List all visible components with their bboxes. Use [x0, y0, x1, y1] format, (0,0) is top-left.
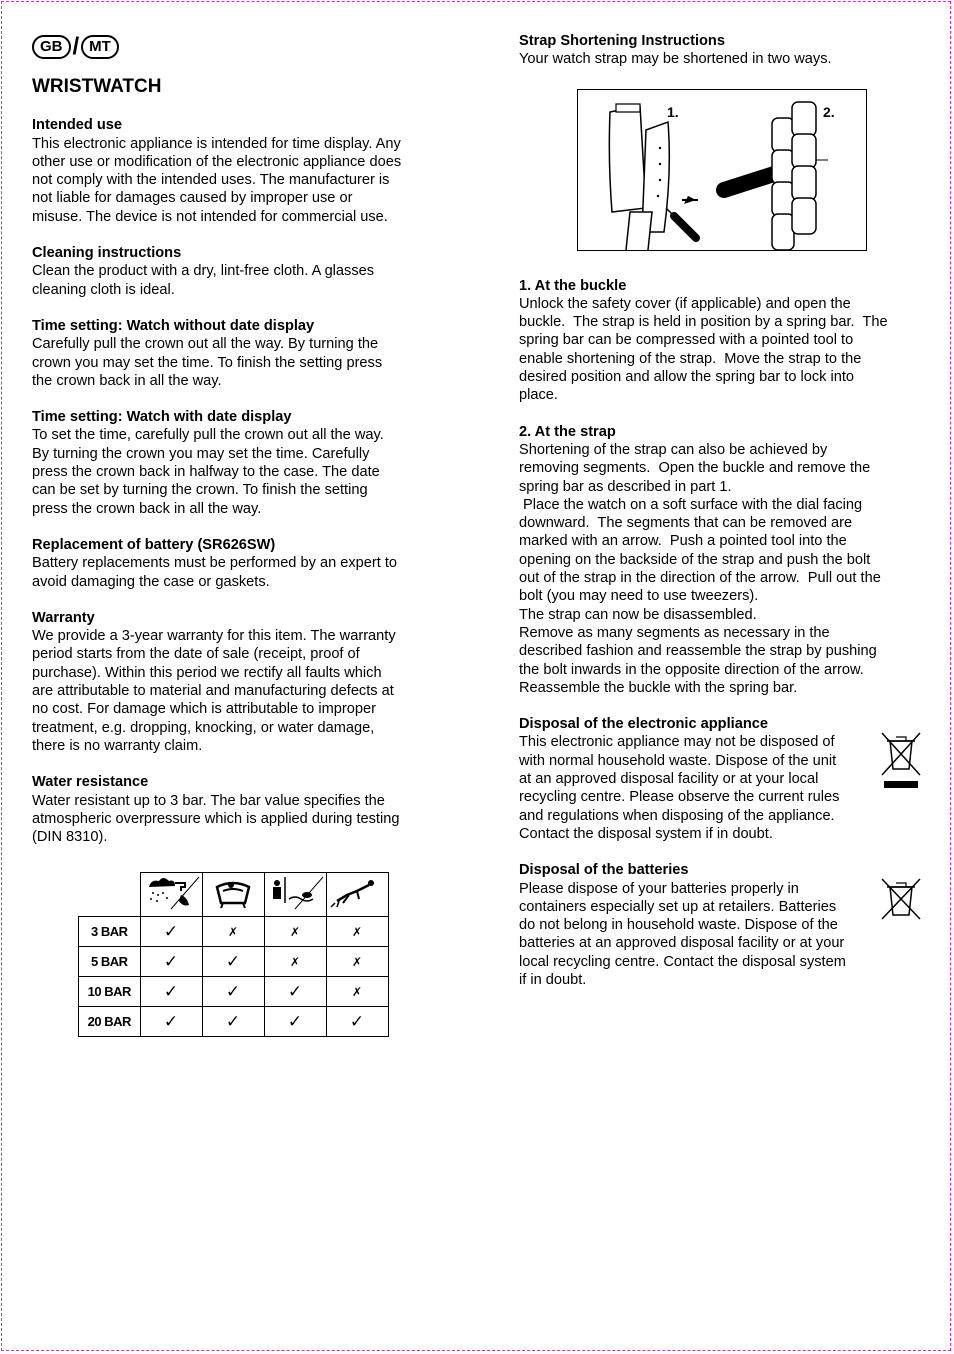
text-line: out of the strap in the direction of the arrow. Pull out the [519, 570, 881, 587]
water-resistance-table [78, 872, 389, 1037]
check-icon: ✓ [326, 1007, 388, 1037]
left-section [32, 408, 442, 518]
section-heading: Time setting: Watch without date display [32, 317, 315, 334]
right-sections [519, 277, 929, 990]
text-line: enable shortening of the strap. Move the strap to the [519, 350, 862, 367]
text-line: misuse. The device is not intended for commercial use. [32, 208, 388, 225]
text-line: This electronic appliance is intended for time display. Any [32, 135, 401, 152]
left-column [32, 34, 442, 864]
lang-code-mt: MT [81, 35, 119, 59]
check-icon: ✓ [202, 947, 264, 977]
text-line: We provide a 3-year warranty for this item. The warranty [32, 628, 396, 645]
text-line: Clean the product with a dry, lint-free cloth. A glasses [32, 263, 375, 280]
text-line: (DIN 8310). [32, 829, 108, 846]
strap-intro: Your watch strap may be shortened in two ways. [519, 51, 832, 68]
text-line: not comply with the intended uses. The manufacturer is [32, 172, 390, 189]
text-line: cleaning cloth is ideal. [32, 281, 175, 298]
right-section [519, 861, 929, 989]
text-line: the bolt inwards in the opposite direction of the arrow. [519, 661, 864, 678]
right-section [519, 423, 929, 697]
left-section [32, 536, 442, 591]
right-section [519, 715, 929, 843]
left-section [32, 244, 442, 299]
cross-icon: ✗ [264, 917, 326, 947]
text-line: no cost. For damage which is attributable to improper [32, 701, 376, 718]
check-icon: ✓ [140, 977, 202, 1007]
text-line: This electronic appliance may not be disposed of [519, 734, 835, 751]
left-sections [32, 116, 442, 846]
text-line: buckle. The strap is held in position by a spring bar. The [519, 314, 888, 331]
lang-separator: / [72, 33, 80, 60]
table-corner [79, 873, 141, 917]
text-line: Contact the disposal system if in doubt. [519, 825, 773, 842]
section-heading: Intended use [32, 117, 123, 134]
table-row [79, 977, 389, 1007]
left-section [32, 773, 442, 846]
section-body [519, 295, 929, 405]
section-body [32, 554, 442, 591]
left-section [32, 609, 442, 755]
section-body [32, 135, 442, 226]
text-line: Please dispose of your batteries properly in [519, 880, 799, 897]
figure-label-2: 2. [823, 104, 835, 120]
text-line: atmospheric overpressure which is applied during testing [32, 810, 400, 827]
text-line: there is no warranty claim. [32, 737, 203, 754]
text-line: described fashion and reassemble the strap by pushing [519, 643, 877, 660]
text-line: Remove as many segments as necessary in the [519, 624, 830, 641]
text-line: desired position and allow the spring bar to lock into [519, 369, 855, 386]
bath-icon [202, 873, 264, 917]
text-line: marked with an arrow. Push a pointed tool into the [519, 533, 847, 550]
text-line: crown you may set the time. To finish the setting press [32, 354, 383, 371]
text-line: Battery replacements must be performed by an expert to [32, 555, 398, 572]
text-line: opening on the backside of the strap and push the bolt [519, 551, 871, 568]
text-line: do not belong in household waste. Dispose of the [519, 917, 838, 934]
text-line: are attributable to material and manufacturing defects at [32, 683, 394, 700]
table-icon-row [79, 873, 389, 917]
bar-label: 5 BAR [79, 947, 141, 977]
section-heading: Water resistance [32, 774, 149, 791]
crossed-bin-icon [880, 731, 922, 796]
bar-label: 3 BAR [79, 917, 141, 947]
section-body [32, 426, 442, 517]
text-line: To set the time, carefully pull the crown out all the way. [32, 427, 384, 444]
section-body [519, 880, 929, 990]
section-body [32, 262, 442, 299]
check-icon: ✓ [264, 977, 326, 1007]
text-line: period starts from the date of sale (receipt, proof of [32, 646, 360, 663]
cross-icon: ✗ [326, 977, 388, 1007]
check-icon: ✓ [202, 1007, 264, 1037]
document-title: WRISTWATCH [32, 76, 162, 97]
text-line: place. [519, 387, 558, 404]
text-line: Carefully pull the crown out all the way. By turning the [32, 336, 379, 353]
cross-icon: ✗ [326, 917, 388, 947]
section-heading: Disposal of the batteries [519, 862, 689, 879]
lang-code-gb: GB [32, 35, 71, 59]
battery-bin-icon [880, 877, 922, 926]
section-body [519, 733, 929, 843]
swimming-icon [264, 873, 326, 917]
text-line: purchase). Within this period we rectify all faults which [32, 664, 382, 681]
text-line: if in doubt. [519, 971, 587, 988]
strap-heading: Strap Shortening Instructions [519, 33, 725, 49]
left-section [32, 317, 442, 390]
right-section [519, 277, 929, 405]
text-line: local recycling centre. Contact the disposal system [519, 953, 846, 970]
cross-icon: ✗ [264, 947, 326, 977]
text-line: the crown back in all the way. [32, 372, 222, 389]
strap-intro-section [519, 32, 929, 69]
text-line: can be set by turning the crown. To finish the setting [32, 482, 368, 499]
text-line: removing segments. Open the buckle and remove the [519, 460, 871, 477]
text-line: batteries at an approved disposal facility or at your [519, 935, 845, 952]
bar-label: 10 BAR [79, 977, 141, 1007]
diving-icon [326, 873, 388, 917]
text-line: The strap can now be disassembled. [519, 606, 757, 623]
text-line: containers especially set up at retailers. Batteries [519, 898, 837, 915]
table-row [79, 1007, 389, 1037]
left-section [32, 116, 442, 226]
check-icon: ✓ [140, 947, 202, 977]
table-row [79, 917, 389, 947]
section-heading: Warranty [32, 609, 95, 626]
text-line: not liable for damages caused by improper use or [32, 190, 353, 207]
check-icon: ✓ [140, 917, 202, 947]
text-line: bolt (you may need to use tweezers). [519, 588, 759, 605]
text-line: avoid damaging the case or gaskets. [32, 573, 270, 590]
section-heading: Cleaning instructions [32, 245, 182, 262]
text-line: Water resistant up to 3 bar. The bar value specifies the [32, 792, 385, 809]
text-line: downward. The segments that can be removed are [519, 515, 853, 532]
section-heading: Time setting: Watch with date display [32, 409, 292, 426]
text-line: Shortening of the strap can also be achieved by [519, 441, 828, 458]
text-line: with normal household waste. Dispose of the unit [519, 752, 837, 769]
text-line: spring bar as described in part 1. [519, 478, 732, 495]
text-line: recycling centre. Please observe the current rules [519, 789, 840, 806]
section-heading: 1. At the buckle [519, 277, 627, 294]
bar-label: 20 BAR [79, 1007, 141, 1037]
section-body [32, 335, 442, 390]
text-line: spring bar can be compressed with a pointed tool to [519, 332, 854, 349]
section-body [32, 792, 442, 847]
text-line: Reassemble the buckle with the spring bar. [519, 679, 798, 696]
text-line: Place the watch on a soft surface with the dial facing [519, 496, 863, 513]
section-body [32, 627, 442, 755]
table-row [79, 947, 389, 977]
cross-icon: ✗ [202, 917, 264, 947]
figure-label-1: 1. [667, 104, 679, 120]
text-line: other use or modification of the electronic appliance does [32, 153, 402, 170]
check-icon: ✓ [140, 1007, 202, 1037]
strap-illustration [577, 89, 867, 251]
text-line: Unlock the safety cover (if applicable) and open the [519, 295, 851, 312]
text-line: By turning the crown you may set the time. Carefully [32, 445, 370, 462]
text-line: treatment, e.g. dropping, knocking, or water damage, [32, 719, 375, 736]
rain-shower-icon [140, 873, 202, 917]
text-line: at an approved disposal facility or at your local [519, 771, 819, 788]
language-codes [32, 34, 442, 60]
section-heading: Disposal of the electronic appliance [519, 716, 768, 733]
section-body [519, 441, 929, 697]
text-line: press the crown back in halfway to the case. The date [32, 464, 380, 481]
text-line: press the crown back in all the way. [32, 500, 262, 517]
text-line: and regulations when disposing of the appliance. [519, 807, 835, 824]
check-icon: ✓ [264, 1007, 326, 1037]
check-icon: ✓ [202, 977, 264, 1007]
table-rows [79, 917, 389, 1037]
section-heading: Replacement of battery (SR626SW) [32, 536, 276, 553]
section-heading: 2. At the strap [519, 423, 616, 440]
cross-icon: ✗ [326, 947, 388, 977]
